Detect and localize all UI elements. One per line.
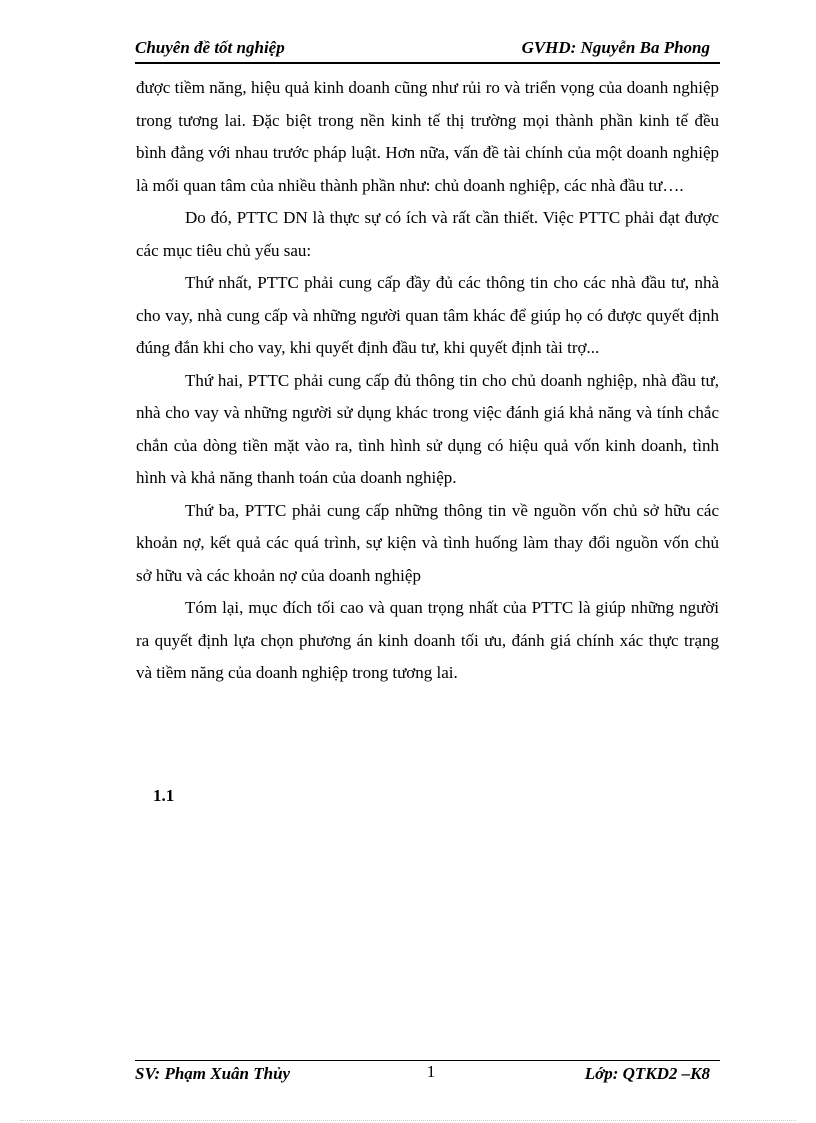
paragraph: Thứ nhất, PTTC phải cung cấp đầy đủ các thông tin cho các nhà đầu tư, nhà cho vay, nhà cung cấp và những người quan tâm khác để giúp họ có được quyết định đúng đắn khi cho vay, khi quyết định đầu tư, khi quyết định tài trợ... [136, 273, 719, 357]
paragraph: Thứ ba, PTTC phải cung cấp những thông tin về nguồn vốn chủ sở hữu các khoản nợ, kết quả các quá trình, sự kiện và tình huống làm thay đổi nguồn vốn chủ sở hữu và các khoản nợ của doanh nghiệp [136, 500, 719, 585]
section-number: 1.1 [153, 786, 175, 805]
header-supervisor: GVHD: Nguyễn Ba Phong [521, 38, 710, 57]
paragraph: Tóm lại, mục đích tối cao và quan trọng nhất của PTTC là giúp những người ra quyết định lựa chọn phương án kinh doanh tối ưu, đánh giá chính xác thực trạng và tiềm năng của doanh nghiệp trong tương lai. [136, 598, 719, 682]
paragraph: Do đó, PTTC DN là thực sự có ích và rất cần thiết. Việc PTTC phải đạt được các mục tiêu chủ yếu sau: [136, 208, 719, 260]
paragraph: được tiềm năng, hiệu quả kinh doanh cũng như rủi ro và triển vọng của doanh nghiệp trong tương lai. Đặc biệt trong nền kinh tế thị trường mọi thành phần kinh tế đều bình đẳng với nhau trước pháp luật. Hơn nữa, vấn đề tài chính của một doanh nghiệp là mối quan tâm của nhiều thành phần như: chủ doanh nghiệp, các nhà đầu tư…. [136, 78, 719, 195]
paragraph: Thứ hai, PTTC phải cung cấp đủ thông tin cho chủ doanh nghiệp, nhà đầu tư, nhà cho vay và những người sử dụng khác trong việc đánh giá khả năng và tính chắc chắn của dòng tiền mặt vào ra, tình hình sử dụng có hiệu quả vốn kinh doanh, tình hình và khả năng thanh toán của doanh nghiệp. [136, 370, 719, 487]
page-header [135, 38, 720, 64]
header-title: Chuyên đề tốt nghiệp [135, 38, 285, 57]
page-edge [20, 1120, 796, 1121]
footer-student: SV: Phạm Xuân Thủy [135, 1064, 291, 1083]
footer-class: Lớp: QTKD2 –K8 [584, 1064, 710, 1083]
document-body [136, 72, 719, 690]
footer-divider [135, 1060, 720, 1061]
page-number: 1 [426, 1062, 436, 1081]
